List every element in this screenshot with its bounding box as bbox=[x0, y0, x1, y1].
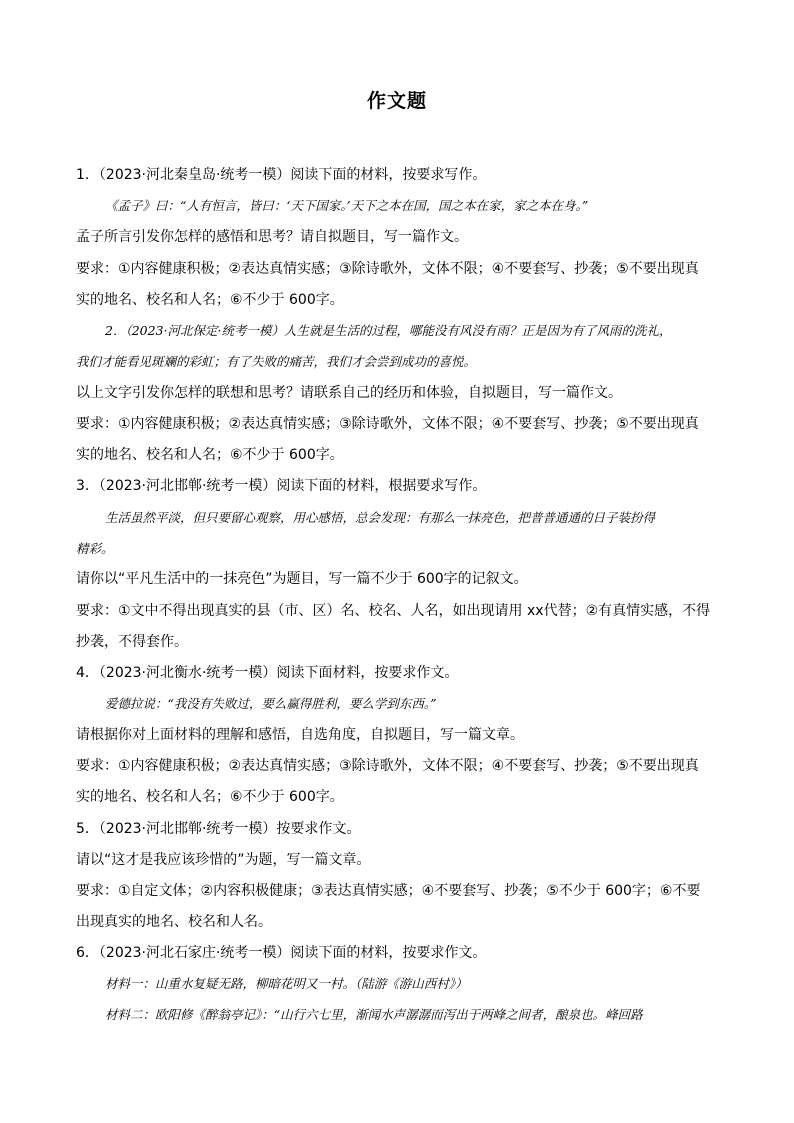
question-5-heading: 5．（2023·河北邯郸·统考一模）按要求作文。 bbox=[76, 821, 361, 837]
question-3-requirements-cont: 抄袭，不得套作。 bbox=[76, 634, 188, 650]
question-5-requirements-cont: 出现真实的地名、校名和人名。 bbox=[76, 914, 272, 930]
question-5-prompt: 请以“这才是我应该珍惜的”为题，写一篇文章。 bbox=[76, 852, 371, 868]
question-3-prompt: 请你以“平凡生活中的一抹亮色”为题目，写一篇不少于 600字的记叙文。 bbox=[76, 571, 528, 587]
question-4-requirements-cont: 实的地名、校名和人名；⑥不少于 600字。 bbox=[76, 789, 344, 805]
question-4-material: 爱德拉说：“我没有失败过，要么赢得胜利，要么学到东西。” bbox=[105, 696, 437, 711]
question-1-heading: 1．（2023·河北秦皇岛·统考一模）阅读下面的材料，按要求写作。 bbox=[76, 167, 487, 183]
question-4-requirements: 要求：①内容健康积极；②表达真情实感；③除诗歌外，文体不限；④不要套写、抄袭；⑤不要出现真 bbox=[76, 758, 699, 774]
question-1-material: 《孟子》曰：“人有恒言，皆曰：‘天下国家。’天下之本在国，国之本在家，家之本在身。” bbox=[105, 198, 589, 213]
question-3-material-cont: 精彩。 bbox=[76, 541, 114, 556]
page-title: 作文题 bbox=[366, 90, 427, 112]
question-2-material-cont: 我们才能看见斑斓的彩虹；有了失败的痛苦，我们才会尝到成功的喜悦。 bbox=[76, 354, 477, 369]
question-3-heading: 3．（2023·河北邯郸·统考一模）阅读下面的材料，根据要求写作。 bbox=[76, 478, 487, 494]
question-1-requirements-cont: 实的地名、校名和人名；⑥不少于 600字。 bbox=[76, 292, 344, 308]
question-2-prompt: 以上文字引发你怎样的联想和思考？请联系自己的经历和体验，自拟题目，写一篇作文。 bbox=[76, 385, 622, 401]
question-3-material: 生活虽然平淡，但只要留心观察，用心感悟，总会发现：有那么一抹亮色，把普普通通的日子装扮得 bbox=[105, 510, 656, 525]
question-6-material-2: 材料二：欧阳修《醉翁亭记》：“山行六七里，渐闻水声潺潺而泻出于两峰之间者，酿泉也。峰回路 bbox=[105, 1007, 643, 1022]
question-6-material-1: 材料一：山重水复疑无路，柳暗花明又一村。（陆游《游山西村》） bbox=[105, 976, 468, 991]
question-2-requirements: 要求：①内容健康积极；②表达真情实感；③除诗歌外，文体不限；④不要套写、抄袭；⑤不要出现真 bbox=[76, 416, 699, 432]
question-4-heading: 4．（2023·河北衡水·统考一模）阅读下面材料，按要求作文。 bbox=[76, 665, 459, 681]
question-2-requirements-cont: 实的地名、校名和人名；⑥不少于 600字。 bbox=[76, 447, 344, 463]
question-6-heading: 6．（2023·河北石家庄·统考一模）阅读下面的材料，按要求作文。 bbox=[76, 945, 487, 961]
question-3-requirements: 要求：①文中不得出现真实的县（市、区）名、校名、人名，如出现请用 xx代替；②有真情实感，不得 bbox=[76, 603, 711, 619]
question-5-requirements: 要求：①自定文体；②内容积极健康；③表达真情实感；④不要套写、抄袭；⑤不少于 600字；⑥不要 bbox=[76, 883, 701, 899]
question-2-heading: 2．（2023·河北保定·统考一模）人生就是生活的过程，哪能没有风没有雨？正是因为有了风雨的洗礼， bbox=[105, 323, 672, 338]
question-1-prompt: 孟子所言引发你怎样的感悟和思考？请自拟题目，写一篇作文。 bbox=[76, 229, 468, 245]
question-4-prompt: 请根据你对上面材料的理解和感悟，自选角度，自拟题目，写一篇文章。 bbox=[76, 727, 524, 743]
question-1-requirements: 要求：①内容健康积极；②表达真情实感；③除诗歌外，文体不限；④不要套写、抄袭；⑤不要出现真 bbox=[76, 261, 699, 277]
